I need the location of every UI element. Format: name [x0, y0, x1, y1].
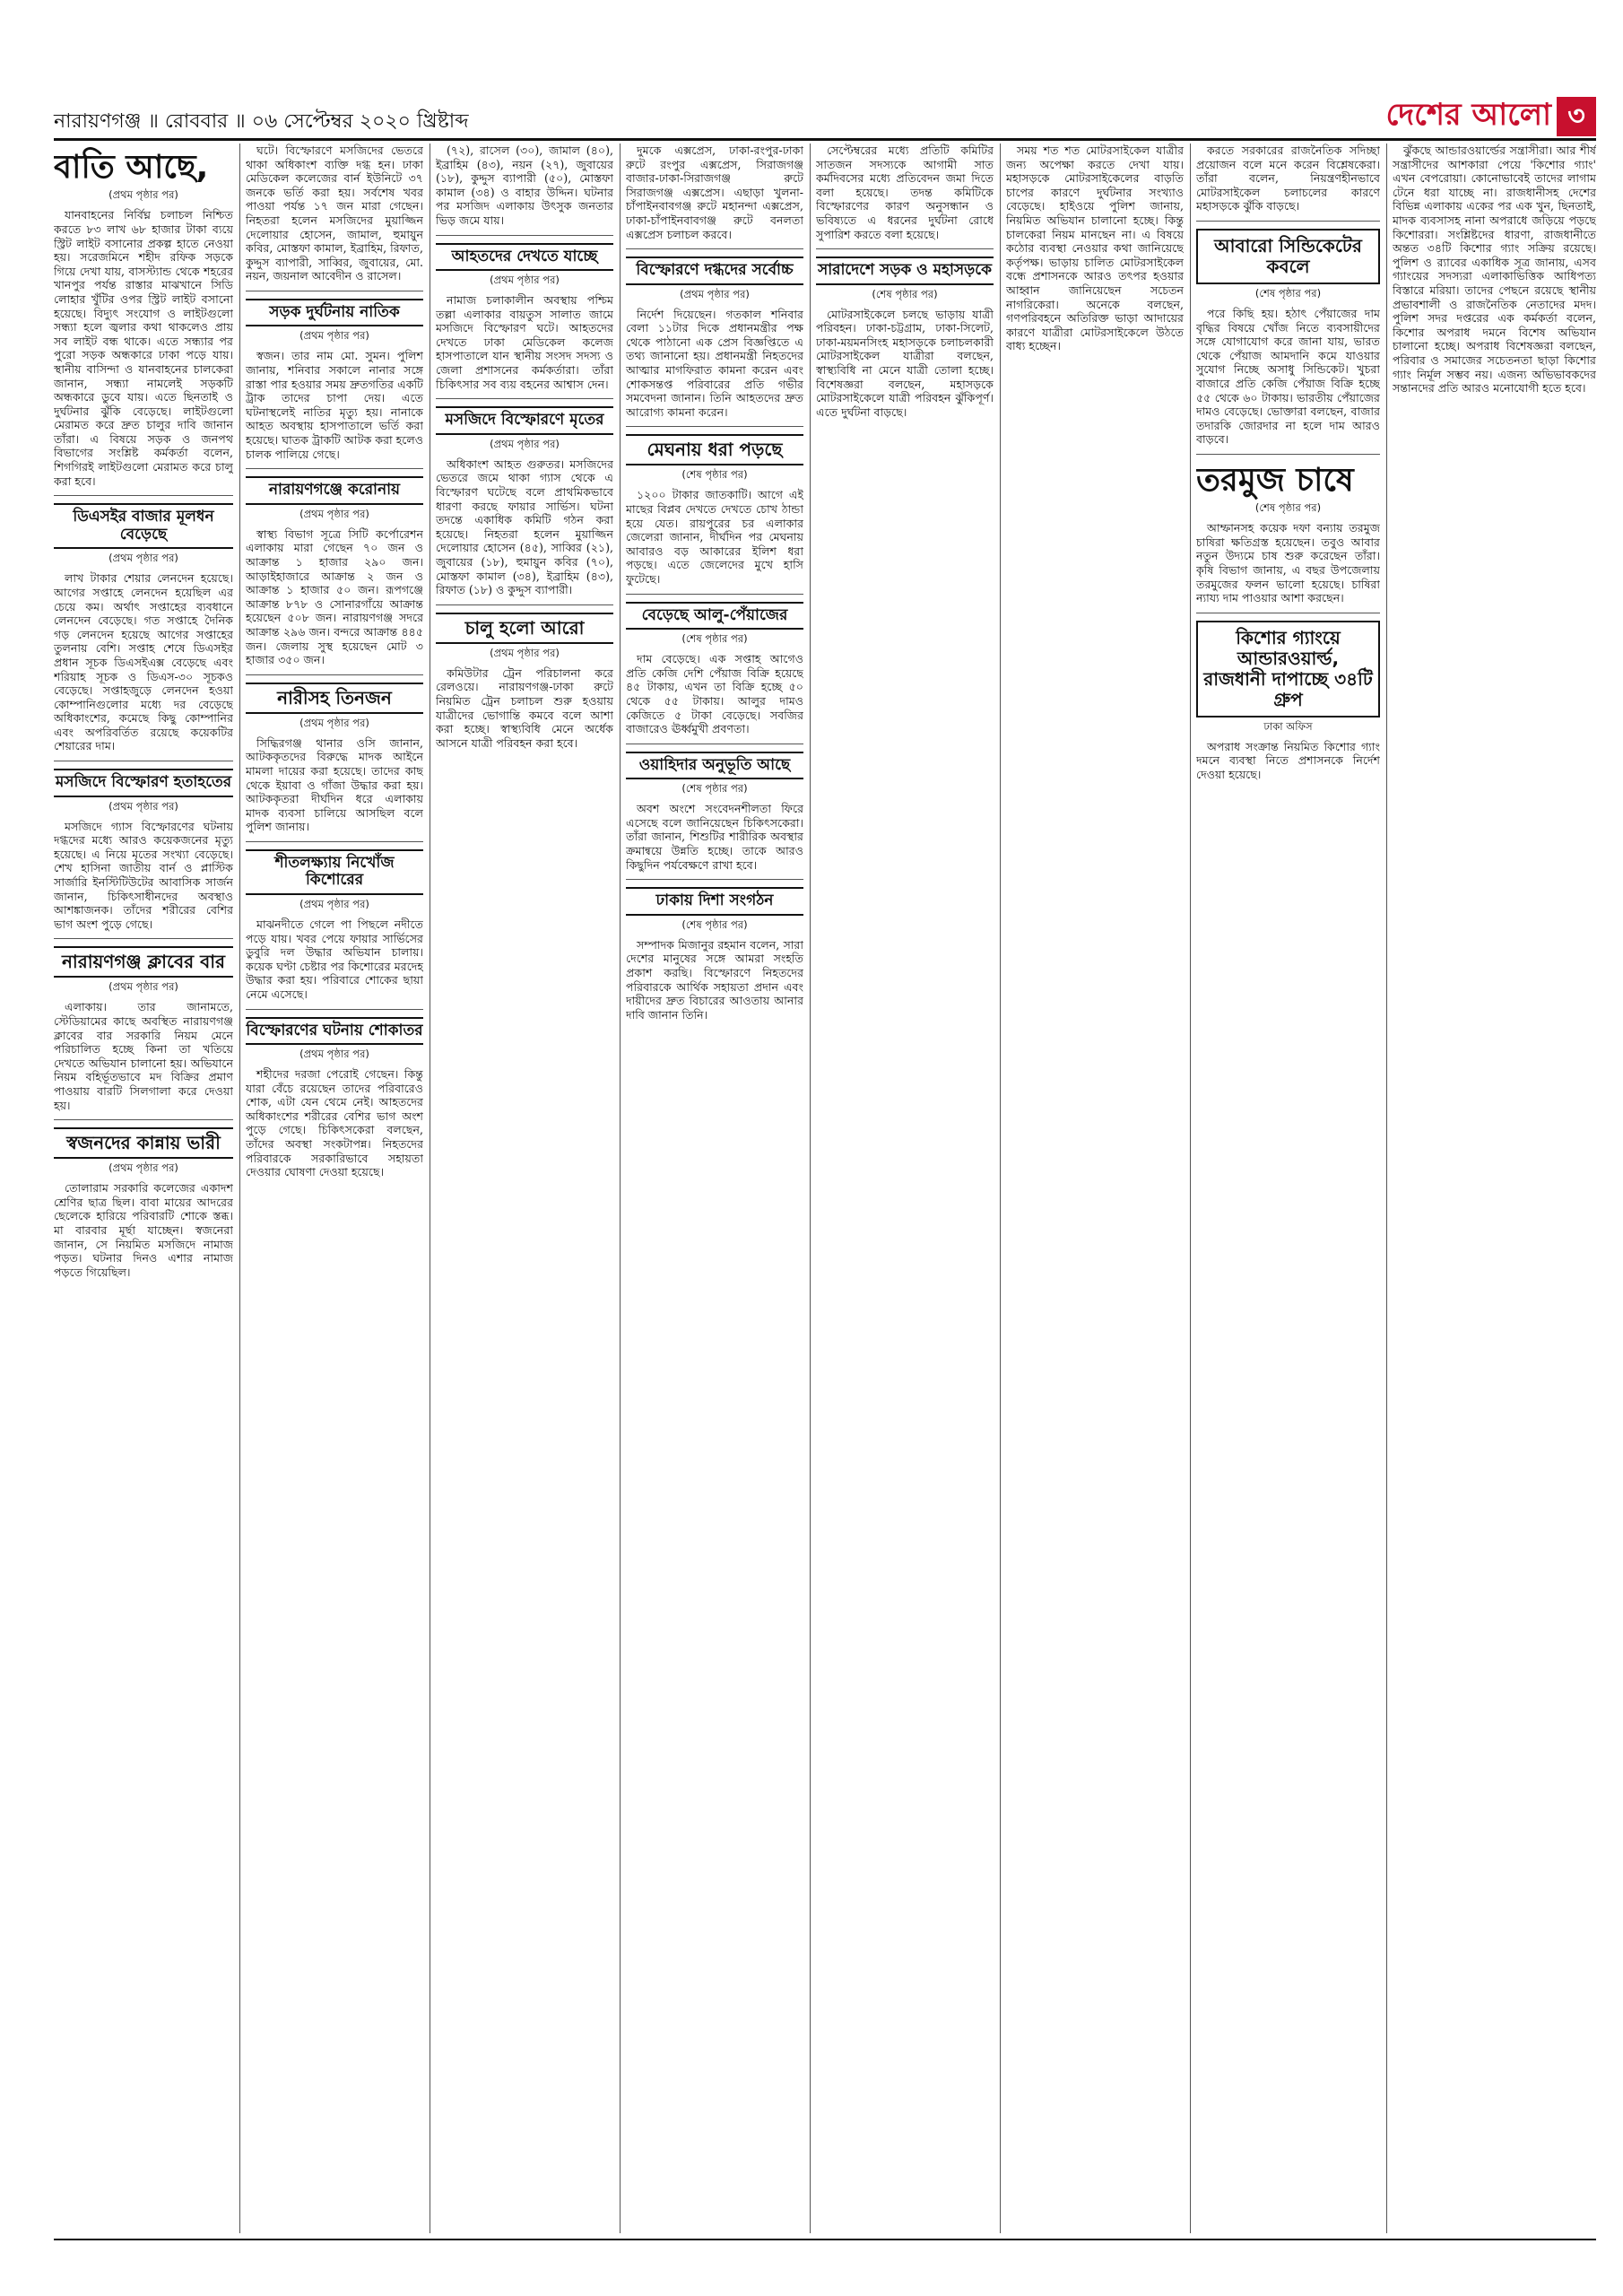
article-body: করতে সরকারের রাজনৈতিক সদিচ্ছা প্রয়োজন বলে মনে করেন বিশ্লেষকেরা। তাঁরা বলেন, নিয়ন্ত্রণহীনভাবে মোটরসাইকেল চলাচলের কারণে মহাসড়কে ঝুঁকি বাড়ছে।	[1196, 144, 1380, 213]
date-line: নারায়ণগঞ্জ ॥ রোববার ॥ ০৬ সেপ্টেম্বর ২০২০ খ্রিষ্টাব্দ	[54, 110, 469, 133]
article	[436, 398, 613, 596]
article	[54, 1119, 233, 1279]
page-number: ৩	[1557, 97, 1596, 136]
article	[246, 291, 423, 461]
article-body: সম্পাদক মিজানুর রহমান বলেন, সারা দেশের মানুষের সঙ্গে আমরা সংহতি প্রকাশ করছি। বিস্ফোরণে নিহতদের পরিবারকে আর্থিক সহায়তা প্রদান এবং দায়ীদের দ্রুত বিচারের আওতায় আনার দাবি জানান তিনি।	[626, 937, 803, 1022]
article-body: অধিকাংশ আহত গুরুতর। মসজিদের ভেতরে জমে থাকা গ্যাস থেকে এ বিস্ফোরণ ঘটেছে বলে প্রাথমিকভাবে ধারণা করছে ফায়ার সার্ভিস। ঘটনা তদন্তে একাধিক কমিটি গঠন করা হয়েছে। নিহতরা হলেন মুয়াজ্জিন দেলোয়ার হোসেন (৪৫), সাব্বির (২১), জুবায়ের (১৮), হুমায়ুন কবির (৭০), মোস্তফা কামাল (৩৪), ইব্রাহিম (৪৩), রিফাত (১৮) ও কুদ্দুস ব্যাপারী।	[436, 457, 613, 597]
article-body: পরে কিছি হয়। হঠাৎ পেঁয়াজের দাম বৃদ্ধির বিষয়ে খোঁজ নিতে ব্যবসায়ীদের সঙ্গে যোগাযোগ করে জানা যায়, ভারত থেকে পেঁয়াজ আমদানি কমে যাওয়ার সুযোগ নিচ্ছে অসাধু সিন্ডিকেট। খুচরা বাজারে প্রতি কেজি পেঁয়াজ বিক্রি হচ্ছে ৫৫ থেকে ৬০ টাকায়। ভারতীয় পেঁয়াজের দামও বেড়েছে। ভোক্তারা বলছেন, বাজার তদারকি জোরদার না হলে দাম আরও বাড়বে।	[1196, 306, 1380, 447]
headline: মেঘনায় ধরা পড়ছে	[626, 434, 803, 465]
column-8	[1393, 144, 1596, 2233]
continuation-note: (প্রথম পৃষ্ঠার পর)	[490, 646, 560, 659]
article-divider	[54, 938, 233, 939]
article-body: তোলারাম সরকারি কলেজের একাদশ শ্রেণির ছাত্র ছিল। বাবা মায়ের আদরের ছেলেকে হারিয়ে পরিবারটি শোকে স্তব্ধ। মা বারবার মূর্ছা যাচ্ছেন। স্বজনেরা জানান, সে নিয়মিত মসজিদে নামাজ পড়ত। ঘটনার দিনও এশার নামাজ পড়তে গিয়েছিল।	[54, 1181, 233, 1279]
headline: আবারো সিন্ডিকেটের কবলে	[1196, 229, 1380, 284]
article	[1196, 454, 1380, 605]
article-body: আম্ফানসহ কয়েক দফা বন্যায় তরমুজ চাষিরা ক্ষতিগ্রস্ত হয়েছেন। তবুও আবার নতুন উদ্যমে চাষ শুরু করেছেন তাঁরা। কৃষি বিভাগ জানায়, এ বছর উপজেলায় তরমুজের ফলন ভালো হয়েছে। চাষিরা ন্যায্য দাম পাওয়ার আশা করছেন।	[1196, 521, 1380, 605]
headline: বিস্ফোরণে দগ্ধদের সর্বোচ্চ	[626, 257, 803, 285]
page-header	[54, 97, 1596, 141]
continuation-note: (প্রথম পৃষ্ঠার পর)	[108, 188, 178, 202]
article	[54, 938, 233, 1112]
article	[626, 879, 803, 1022]
column-4	[626, 144, 803, 2233]
continuation-note: (শেষ পৃষ্ঠার পর)	[681, 782, 748, 796]
article	[436, 235, 613, 392]
column-7	[1196, 144, 1380, 2233]
article	[246, 144, 423, 283]
article-body: সেপ্টেম্বরের মধ্যে প্রতিটি কমিটির সাতজন সদস্যকে আগামী সাত কর্মদিবসের মধ্যে প্রতিবেদন জমা দিতে বলা হয়েছে। তদন্ত কমিটিকে বিস্ফোরণের কারণ অনুসন্ধান ও ভবিষ্যতে এ ধরনের দুর্ঘটনা রোধে সুপারিশ করতে বলা হয়েছে।	[816, 144, 994, 241]
article-body: দাম বেড়েছে। এক সপ্তাহ আগেও প্রতি কেজি দেশি পেঁয়াজ বিক্রি হয়েছে ৪৫ টাকায়, এখন তা বিক্রি হচ্ছে ৫০ থেকে ৫৫ টাকায়। আলুর দামও কেজিতে ৫ টাকা বেড়েছে। সবজির বাজারেও ঊর্ধ্বমুখী প্রবণতা।	[626, 652, 803, 736]
article	[626, 594, 803, 736]
article-divider	[246, 841, 423, 842]
headline: মসজিদে বিস্ফোরণে মৃতের	[436, 406, 613, 435]
article-body: কমিউটার ট্রেন পরিচালনা করে রেলওয়ে। নারায়ণগঞ্জ-ঢাকা রুটে নিয়মিত ট্রেন চলাচল শুরু হওয়ায় যাত্রীদের ভোগান্তি কমবে বলে আশা করা হচ্ছে। স্বাস্থ্যবিধি মেনে অর্ধেক আসনে যাত্রী পরিবহন করা হবে।	[436, 665, 613, 750]
article	[54, 495, 233, 753]
continuation-note: (প্রথম পৃষ্ঠার পর)	[108, 552, 178, 565]
headline: স্বজনদের কান্নায় ভারী	[54, 1127, 233, 1159]
article-body: এলাকায়। তার জানামতে, স্টেডিয়ামের কাছে অবস্থিত নারায়ণগঞ্জ ক্লাবের বার সরকারি নিয়ম মেনে পরিচালিত হচ্ছে কিনা তা খতিয়ে দেখতে অভিযান চালানো হয়। অভিযানে নিয়ম বহির্ভূতভাবে মদ বিক্রির প্রমাণ পাওয়ায় বারটি সিলগালা করে দেওয়া হয়।	[54, 1000, 233, 1112]
article	[246, 1009, 423, 1179]
article	[1393, 144, 1596, 396]
article	[54, 761, 233, 931]
logo-text: দেশের আলো	[1385, 96, 1551, 133]
headline: ওয়াহিদার অনুভূতি আছে	[626, 752, 803, 780]
article	[54, 149, 233, 488]
headline: ঢাকায় দিশা সংগঠন	[626, 887, 803, 916]
continuation-note: (প্রথম পৃষ্ঠার পর)	[490, 437, 560, 450]
article-divider	[626, 594, 803, 595]
article-body: ঘটে। বিস্ফোরণে মসজিদের ভেতরে থাকা অধিকাংশ ব্যক্তি দগ্ধ হন। ঢাকা মেডিকেল কলেজের বার্ন ইউনিটে ৩৭ জনকে ভর্তি করা হয়। সর্বশেষ খবর পাওয়া পর্যন্ত ১৭ জন মারা গেছেন। নিহতরা হলেন মসজিদের মুয়াজ্জিন দেলোয়ার হোসেন, জামাল, হুমায়ুন কবির, মোস্তফা কামাল, ইব্রাহিম, রিফাত, কুদ্দুস ব্যাপারী, সাব্বির, জুবায়ের, মো. নয়ন, জয়নাল আবেদীন ও রাসেল।	[246, 144, 423, 283]
article	[816, 144, 994, 241]
article	[626, 144, 803, 241]
article-divider	[246, 468, 423, 469]
headline: বেড়েছে আলু-পেঁয়াজের	[626, 602, 803, 631]
headline: বাতি আছে,	[54, 149, 209, 186]
article	[246, 674, 423, 834]
article-divider	[436, 604, 613, 605]
column-divider	[620, 144, 621, 2233]
article	[436, 144, 613, 228]
article-body: অপরাধ সংক্রান্ত নিয়মিত কিশোর গ্যাং দমনে ব্যবস্থা নিতে প্রশাসনকে নির্দেশ দেওয়া হয়েছে।	[1196, 739, 1380, 782]
headline: তরমুজ চাষে	[1196, 461, 1354, 499]
continuation-note: (প্রথম পৃষ্ঠার পর)	[299, 329, 369, 343]
footer-rule	[54, 2239, 1596, 2240]
headline: বিস্ফোরণের ঘটনায় শোকাতর	[246, 1017, 423, 1046]
continuation-note: (শেষ পৃষ্ঠার পর)	[872, 287, 938, 300]
continuation-note: (শেষ পৃষ্ঠার পর)	[1254, 286, 1322, 300]
continuation-note: (শেষ পৃষ্ঠার পর)	[1254, 501, 1322, 515]
headline: ডিএসইর বাজার মূলধন বেড়েছে	[54, 503, 233, 549]
article	[626, 248, 803, 419]
continuation-note: (প্রথম পৃষ্ঠার পর)	[108, 1161, 178, 1175]
article-body: স্বাস্থ্য বিভাগ সূত্রে সিটি কর্পোরেশন এলাকায় মারা গেছেন ৭০ জন ও আক্রান্ত ১ হাজার ২৯০ জন। আড়াইহাজারে আক্রান্ত ২ জন ও আক্রান্ত ১ হাজার ৫০ জন। রূপগঞ্জে আক্রান্ত ৮৭৮ ও সোনারগাঁয়ে আক্রান্ত হয়েছেন ৫০৮ জন। নারায়ণগঞ্জ সদরে আক্রান্ত ২৯৬ জন। বন্দরে আক্রান্ত ৪৪৫ জন। জেলায় সুস্থ হয়েছেন মোট ৩ হাজার ৩৫০ জন।	[246, 526, 423, 667]
article	[1006, 144, 1184, 353]
continuation-note: (প্রথম পৃষ্ঠার পর)	[299, 1048, 369, 1061]
continuation-note: (প্রথম পৃষ্ঠার পর)	[108, 799, 178, 813]
headline: নারায়ণগঞ্জ ক্লাবের বার	[54, 946, 233, 978]
headline: চালু হলো আরো	[436, 613, 613, 644]
article	[246, 841, 423, 1002]
headline: মসজিদে বিস্ফোরণ হতাহতের	[54, 769, 233, 797]
article	[816, 248, 994, 419]
headline: সড়ক দুর্ঘটনায় নাতিক	[246, 299, 423, 327]
article-divider	[1196, 454, 1380, 455]
article-body: অবশ অংশে সংবেদনশীলতা ফিরে এসেছে বলে জানিয়েছেন চিকিৎসকেরা। তাঁরা জানান, শিশুটির শারীরিক অবস্থার ক্রমান্বয়ে উন্নতি হচ্ছে। তাকে আরও কিছুদিন পর্যবেক্ষণে রাখা হবে।	[626, 802, 803, 872]
article-body: মসজিদে গ্যাস বিস্ফোরণের ঘটনায় দগ্ধদের মধ্যে আরও কয়েকজনের মৃত্যু হয়েছে। এ নিয়ে মৃতের সংখ্যা বেড়েছে। শেখ হাসিনা জাতীয় বার্ন ও প্লাস্টিক সার্জারি ইনস্টিটিউটের আবাসিক সার্জন জানান, চিকিৎসাধীনদের অবস্থাও আশঙ্কাজনক। তাঁদের শরীরের বেশির ভাগ অংশ পুড়ে গেছে।	[54, 819, 233, 931]
article-body: মোটরসাইকেলে চলছে ভাড়ায় যাত্রী পরিবহন। ঢাকা-চট্টগ্রাম, ঢাকা-সিলেট, ঢাকা-ময়মনসিংহ মহাসড়কে চলাচলকারী মোটরসাইকেল যাত্রীরা বলছেন, স্বাস্থ্যবিধি না মেনে যাত্রী তোলা হচ্ছে। বিশেষজ্ঞরা বলছেন, মহাসড়কে মোটরসাইকেলে যাত্রী পরিবহন ঝুঁকিপূর্ণ। এতে দুর্ঘটনা বাড়ছে।	[816, 307, 994, 419]
article-divider	[54, 495, 233, 496]
article-body: স্বজন। তার নাম মো. সুমন। পুলিশ জানায়, শনিবার সকালে নানার সঙ্গে রাস্তা পার হওয়ার সময় দ্রুতগতির একটি ট্রাক তাদের চাপা দেয়। এতে ঘটনাস্থলেই নাতির মৃত্যু হয়। নানাকে আহত অবস্থায় হাসপাতালে ভর্তি করা হয়েছে। ঘাতক ট্রাকটি আটক করা হলেও চালক পালিয়ে গেছে।	[246, 349, 423, 461]
article-body: (৭২), রাসেল (৩০), জামাল (৪০), ইব্রাহিম (৪৩), নয়ন (২৭), জুবায়ের (১৮), কুদ্দুস ব্যাপারী (৫০), মোস্তফা কামাল (৩৪) ও বাহার উদ্দিন। ঘটনার পর মসজিদ এলাকায় উৎসুক জনতার ভিড় জমে যায়।	[436, 144, 613, 227]
continuation-note: (প্রথম পৃষ্ঠার পর)	[490, 274, 560, 287]
headline: নারীসহ তিনজন	[246, 683, 423, 714]
headline: শীতলক্ষ্যায় নিখোঁজ কিশোরের	[246, 849, 423, 895]
article-divider	[1196, 221, 1380, 222]
headline: আহতদের দেখতে যাচ্ছে	[436, 243, 613, 272]
article-divider	[626, 248, 803, 249]
column-5	[816, 144, 994, 2233]
article-body: নামাজ চলাকালীন অবস্থায় পশ্চিম তল্লা এলাকার বায়তুস সালাত জামে মসজিদে বিস্ফোরণ ঘটে। আহতদের দেখতে ঢাকা মেডিকেল কলেজ হাসপাতালে যান স্থানীয় সংসদ সদস্য ও জেলা প্রশাসনের কর্মকর্তারা। তাঁরা চিকিৎসার সব ব্যয় বহনের আশ্বাস দেন।	[436, 293, 613, 391]
continuation-note: (শেষ পৃষ্ঠার পর)	[681, 632, 748, 646]
continuation-note: (প্রথম পৃষ্ঠার পর)	[299, 897, 369, 910]
continuation-note: (প্রথম পৃষ্ঠার পর)	[108, 980, 178, 994]
article	[626, 744, 803, 873]
article-divider	[436, 235, 613, 236]
article-body: যানবাহনের নির্বিঘ্ন চলাচল নিশ্চিত করতে ৮৩ লাখ ৬৮ হাজার টাকা ব্যয়ে স্ট্রিট লাইট বসানোর প্রকল্প হাতে নেওয়া হয়। সরেজমিনে শহীদ রফিক সড়কে গিয়ে দেখা যায়, বাসস্ট্যান্ড থেকে শহরের খানপুর পর্যন্ত রাস্তার মাঝখানে সিডি লোহার খুঁটির ওপর স্ট্রিট লাইট বসানো হয়েছে। বিদ্যুৎ সংযোগ ও লাইটগুলো সন্ধ্যা হলে জ্বলার কথা থাকলেও প্রায় সব লাইট বন্ধ থাকে। এতে সন্ধ্যার পর পুরো সড়ক অন্ধকারে ঢাকা পড়ে যায়। স্থানীয় বাসিন্দা ও যানবাহনের চালকেরা জানান, সন্ধ্যা নামলেই সড়কটি অন্ধকারে ডুবে যায়। এতে ছিনতাই ও দুর্ঘটনার ঝুঁকি বেড়েছে। লাইটগুলো মেরামত করে দ্রুত চালুর দাবি জানান তাঁরা। এ বিষয়ে সড়ক ও জনপথ বিভাগের সংশ্লিষ্ট কর্মকর্তা বলেন, শিগগিরই লাইটগুলো মেরামত করে চালু করা হবে।	[54, 208, 233, 488]
article-divider	[246, 1009, 423, 1010]
article-body: লাখ টাকার শেয়ার লেনদেন হয়েছে। আগের সপ্তাহে লেনদেন হয়েছিল এর চেয়ে কম। অর্থাৎ সপ্তাহের ব্যবধানে লেনদেন বেড়েছে। গত সপ্তাহে দৈনিক গড় লেনদেন হয়েছে আগের সপ্তাহের তুলনায় বেশি। সপ্তাহ শেষে ডিএসইর প্রধান সূচক ডিএসইএক্স বেড়েছে এবং শরিয়াহ সূচক ও ডিএস-৩০ সূচকও বেড়েছে। সপ্তাহজুড়ে লেনদেন হওয়া কোম্পানিগুলোর মধ্যে দর বেড়েছে অধিকাংশের, কমেছে কিছু কোম্পানির এবং অপরিবর্তিত রয়েছে কয়েকটির শেয়ারের দাম।	[54, 571, 233, 753]
column-divider	[1386, 144, 1387, 2233]
article	[436, 604, 613, 751]
continuation-note: (শেষ পৃষ্ঠার পর)	[681, 468, 748, 482]
column-divider	[810, 144, 811, 2233]
article-body: সিদ্ধিরগঞ্জ থানার ওসি জানান, আটককৃতদের বিরুদ্ধে মাদক আইনে মামলা দায়ের করা হয়েছে। তাদের কাছ থেকে ইয়াবা ও গাঁজা উদ্ধার করা হয়। আটককৃতরা দীর্ঘদিন ধরে এলাকায় মাদক ব্যবসা চালিয়ে আসছিল বলে পুলিশ জানায়।	[246, 735, 423, 834]
headline: কিশোর গ্যাংয়ে আন্ডারওয়ার্ল্ড, রাজধানী দাপাচ্ছে ৩৪টি গ্রুপ	[1196, 621, 1380, 718]
article-divider	[54, 1119, 233, 1120]
column-divider	[239, 144, 240, 2233]
article-divider	[246, 674, 423, 675]
article	[246, 468, 423, 666]
column-1	[54, 144, 233, 2233]
column-3	[436, 144, 613, 2233]
continuation-note: (শেষ পৃষ্ঠার পর)	[681, 918, 748, 931]
column-divider	[1190, 144, 1191, 2233]
masthead-logo	[1386, 97, 1597, 136]
article	[626, 426, 803, 586]
column-divider	[1000, 144, 1001, 2233]
continuation-note: (প্রথম পৃষ্ঠার পর)	[680, 287, 750, 300]
column-6	[1006, 144, 1184, 2233]
continuation-note: ঢাকা অফিস	[1263, 719, 1313, 733]
column-2	[246, 144, 423, 2233]
article-divider	[626, 426, 803, 427]
continuation-note: (প্রথম পৃষ্ঠার পর)	[299, 716, 369, 729]
article-body: দুমকে এক্সপ্রেস, ঢাকা-রংপুর-ঢাকা রুটে রংপুর এক্সপ্রেস, সিরাজগঞ্জ বাজার-ঢাকা-সিরাজগঞ্জ রুটে সিরাজগঞ্জ এক্সপ্রেস। এছাড়া খুলনা-চাঁপাইনবাবগঞ্জ রুটে মহানন্দা এক্সপ্রেস, ঢাকা-চাঁপাইনবাবগঞ্জ রুটে বনলতা এক্সপ্রেস চলাচল করবে।	[626, 144, 803, 241]
headline: সারাদেশে সড়ক ও মহাসড়কে	[816, 257, 994, 285]
article-divider	[436, 398, 613, 399]
article	[1196, 144, 1380, 213]
article-body: নির্দেশ দিয়েছেন। গতকাল শনিবার বেলা ১১টার দিকে প্রধানমন্ত্রীর পক্ষ থেকে পাঠানো এক প্রেস বিজ্ঞপ্তিতে এ তথ্য জানানো হয়। প্রধানমন্ত্রী নিহতদের আত্মার মাগফিরাত কামনা করেন এবং শোকসন্তপ্ত পরিবারের প্রতি গভীর সমবেদনা জানান। তিনি আহতদের দ্রুত আরোগ্য কামনা করেন।	[626, 307, 803, 419]
article-body: ১২০০ টাকার জাতকাটি। আগে এই মাছের বিপ্লব দেখতে দেখতে চোখ ঠান্ডা হয়ে যেত। রায়পুরের চর এলাকার জেলেরা জানান, দীর্ঘদিন পর মেঘনায় আবারও বড় আকারের ইলিশ ধরা পড়ছে। এতে জেলেদের মুখে হাসি ফুটেছে।	[626, 488, 803, 587]
continuation-note: (প্রথম পৃষ্ঠার পর)	[299, 507, 369, 520]
article-body: ঝুঁকছে আন্ডারওয়ার্ল্ডের সন্ত্রাসীরা। আর শীর্ষ সন্ত্রাসীদের আশকারা পেয়ে 'কিশোর গ্যাং' এখন বেপরোয়া। কোনোভাবেই তাদের লাগাম টেনে ধরা যাচ্ছে না। রাজধানীসহ দেশের বিভিন্ন এলাকায় একের পর এক খুন, ছিনতাই, মাদক ব্যবসাসহ নানা অপরাধে জড়িয়ে পড়ছে কিশোররা। সংশ্লিষ্টদের ধারণা, রাজধানীতে অন্তত ৩৪টি কিশোর গ্যাং সক্রিয় রয়েছে। পুলিশ ও র‌্যাবের একাধিক সূত্র জানায়, এসব গ্যাংয়ের সদস্যরা এলাকাভিত্তিক আধিপত্য বিস্তারে মরিয়া। তাদের পেছনে রয়েছে স্থানীয় প্রভাবশালী ও রাজনৈতিক নেতাদের মদদ। পুলিশ সদর দপ্তরের এক কর্মকর্তা বলেন, কিশোর অপরাধ দমনে বিশেষ অভিযান চালানো হচ্ছে। অপরাধ বিশেষজ্ঞরা বলছেন, পরিবার ও সমাজের সচেতনতা ছাড়া কিশোর গ্যাং নির্মূল সম্ভব নয়। এজন্য অভিভাবকদের সন্তানদের প্রতি আরও মনোযোগী হতে হবে।	[1393, 144, 1596, 396]
article-body: শহীদের দরজা পেরোই গেছেন। কিন্তু যারা বেঁচে রয়েছেন তাদের পরিবারেও শোক, এটা যেন থেমে নেই। আহতদের অধিকাংশের শরীরের বেশির ভাগ অংশ পুড়ে গেছে। চিকিৎসকেরা বলছেন, তাঁদের অবস্থা সংকটাপন্ন। নিহতদের পরিবারকে সরকারিভাবে সহায়তা দেওয়ার ঘোষণা দেওয়া হয়েছে।	[246, 1067, 423, 1179]
article-body: সময় শত শত মোটরসাইকেল যাত্রীর জন্য অপেক্ষা করতে দেখা যায়। মহাসড়কে মোটরসাইকেলের বাড়তি চাপের কারণে দুর্ঘটনার সংখ্যাও বেড়েছে। হাইওয়ে পুলিশ জানায়, নিয়মিত অভিযান চালানো হচ্ছে। কিন্তু চালকেরা নিয়ম মানছেন না। এ বিষয়ে কঠোর ব্যবস্থা নেওয়ার কথা জানিয়েছে কর্তৃপক্ষ। ভাড়ায় চালিত মোটরসাইকেল বন্ধে প্রশাসনকে আরও তৎপর হওয়ার আহ্বান জানিয়েছেন সচেতন নাগরিকেরা। অনেকে বলছেন, গণপরিবহনে অতিরিক্ত ভাড়া আদায়ের কারণে যাত্রীরা মোটরসাইকেলে উঠতে বাধ্য হচ্ছেন।	[1006, 144, 1184, 353]
article	[1196, 613, 1380, 782]
article-divider	[816, 248, 994, 249]
headline: নারায়ণগঞ্জে করোনায়	[246, 476, 423, 505]
article-divider	[626, 879, 803, 880]
article	[1196, 221, 1380, 447]
article-body: মাঝনদীতে গেলে পা পিছলে নদীতে পড়ে যায়। খবর পেয়ে ফায়ার সার্ভিসের ডুবুরি দল উদ্ধার অভিযান চালায়। কয়েক ঘণ্টা চেষ্টার পর কিশোরের মরদেহ উদ্ধার করা হয়। পরিবারে শোকের ছায়া নেমে এসেছে।	[246, 917, 423, 1001]
